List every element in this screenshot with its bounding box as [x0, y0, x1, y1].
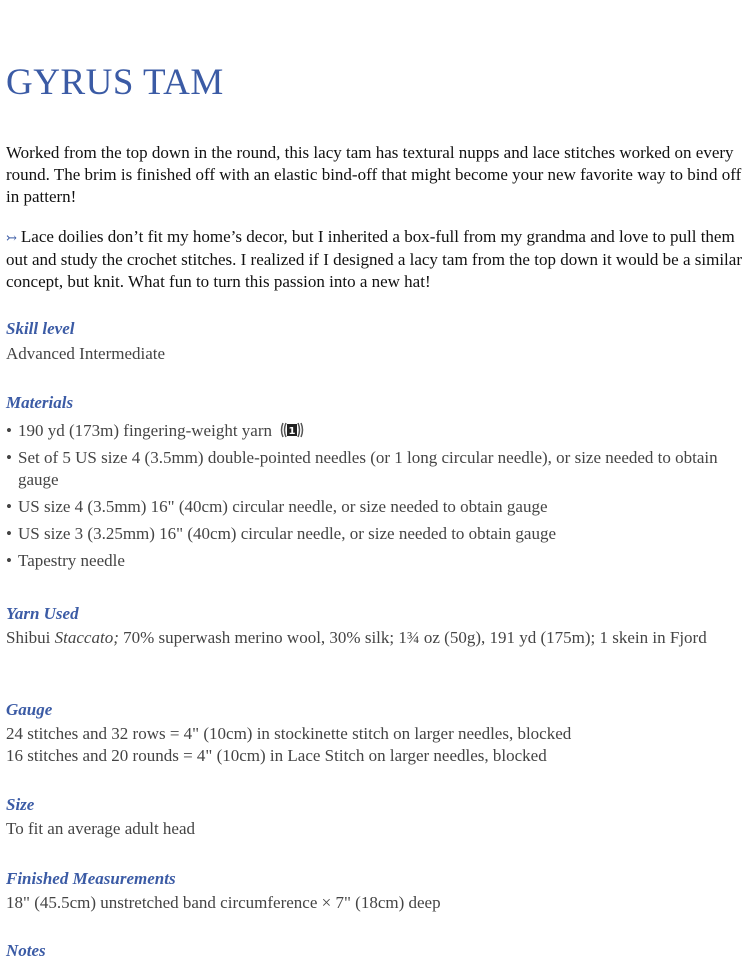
bullet: •	[6, 448, 12, 467]
bullet: •	[6, 524, 12, 543]
finished-measurements-value: 18" (45.5cm) unstretched band circumference × 7" (18cm) deep	[6, 893, 441, 912]
bullet: •	[6, 551, 12, 570]
materials-item	[6, 523, 748, 545]
yarn-details: 70% superwash merino wool, 30% silk; 1¾ oz (50g), 191 yd (175m); 1 skein in Fjord	[123, 628, 707, 647]
yarn-weight-number: 1	[288, 426, 296, 438]
story-text: Lace doilies don’t fit my home’s decor, but I inherited a box-full from my grandma and love to pull them out and study the crochet stitches. I realized if I designed a lacy tam from the top down it would be a similar concept, but knit. What fun to turn this passion into a new hat!	[6, 227, 742, 291]
skill-level-value: Advanced Intermediate	[6, 344, 166, 363]
gauge-line: 16 stitches and 20 rounds = 4" (10cm) in Lace Stitch on larger needles, blocked	[6, 746, 547, 765]
skill-level-heading: Skill level	[6, 319, 75, 338]
story-paragraph	[6, 226, 748, 293]
materials-item	[6, 496, 748, 518]
materials-heading: Materials	[6, 393, 74, 412]
yarn-name: Staccato;	[54, 628, 119, 647]
materials-item	[6, 420, 748, 442]
materials-list	[6, 420, 748, 577]
bullet: •	[6, 497, 12, 516]
materials-item-text: US size 3 (3.25mm) 16" (40cm) circular needle, or size needed to obtain gauge	[18, 524, 557, 543]
gauge-line: 24 stitches and 32 rows = 4" (10cm) in stockinette stitch on larger needles, blocked	[6, 724, 572, 743]
materials-item-text: 190 yd (173m) fingering-weight yarn	[18, 421, 272, 440]
materials-item-text: Set of 5 US size 4 (3.5mm) double-pointed needles (or 1 long circular needle), or size needed to obtain gauge	[18, 448, 718, 489]
size-value: To fit an average adult head	[6, 819, 196, 838]
materials-item	[6, 550, 748, 572]
yarn-brand: Shibui	[6, 628, 51, 647]
page-title: GYRUS TAM	[6, 62, 224, 103]
bullet: •	[6, 421, 12, 440]
yarn-used-value	[6, 627, 748, 650]
materials-item-text: Tapestry needle	[18, 551, 125, 570]
size-heading: Size	[6, 795, 35, 814]
materials-item	[6, 447, 748, 491]
intro-paragraph: Worked from the top down in the round, this lacy tam has textural nupps and lace stitches worked on every round. The brim is finished off with an elastic bind-off that might become your new favorite way to bind off in pattern!	[6, 143, 742, 206]
yarn-weight-icon	[279, 421, 305, 439]
notes-heading: Notes	[6, 941, 46, 960]
finished-measurements-heading: Finished Measurements	[6, 869, 176, 888]
materials-item-text: US size 4 (3.5mm) 16" (40cm) circular needle, or size needed to obtain gauge	[18, 497, 548, 516]
yarn-used-heading: Yarn Used	[6, 604, 79, 623]
gauge-heading: Gauge	[6, 700, 53, 719]
arrow-icon: ↣	[6, 230, 17, 245]
